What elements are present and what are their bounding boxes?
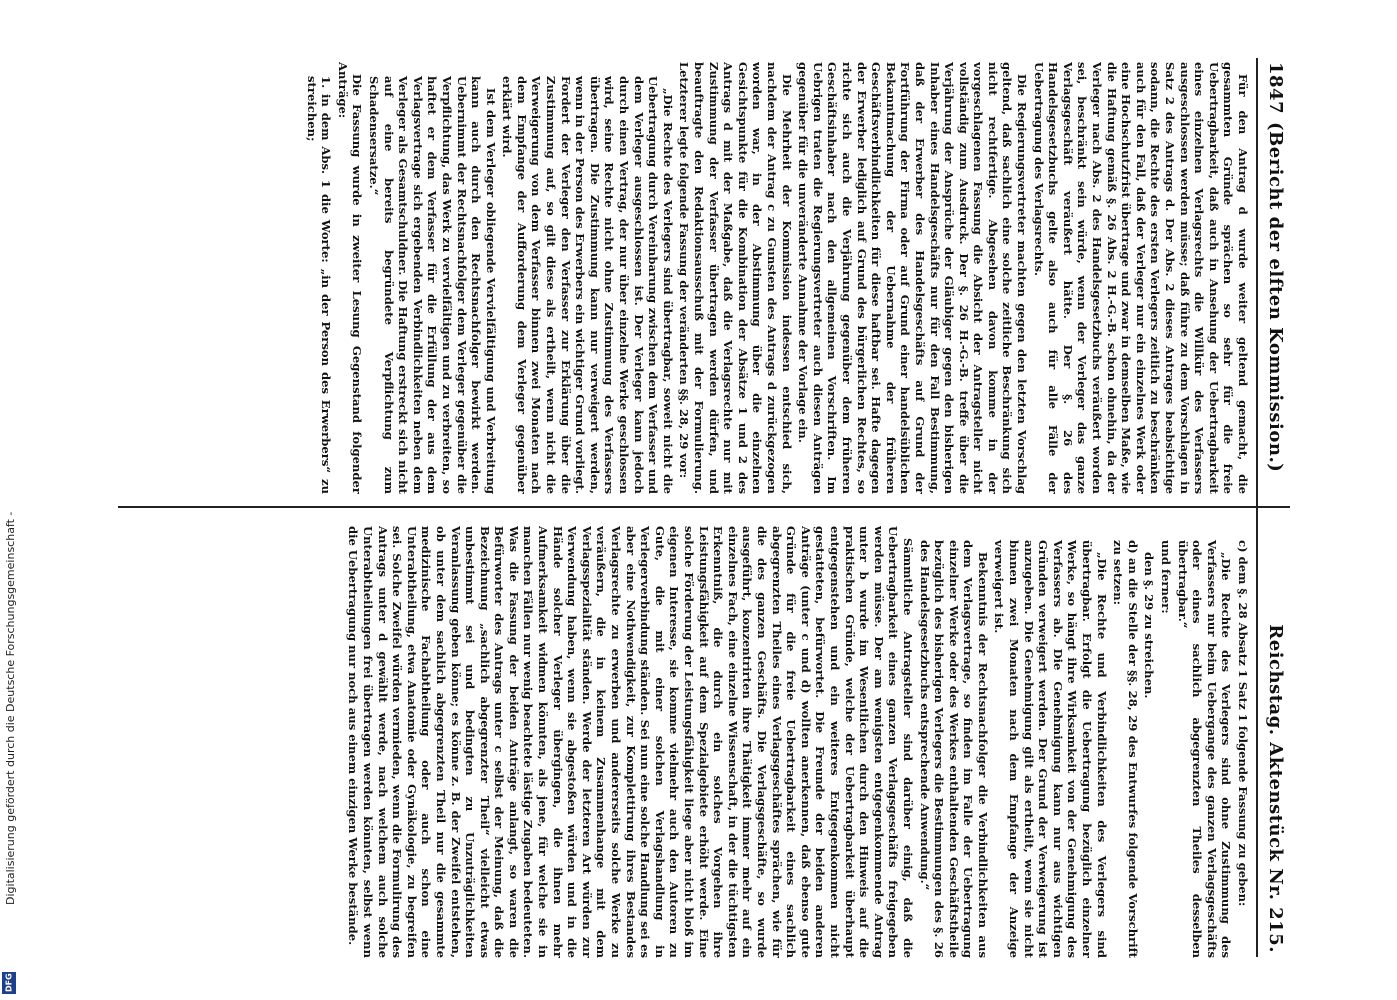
column-divider	[118, 506, 1290, 508]
header-left-title: (Bericht der elften Kommission.)	[1265, 122, 1286, 473]
header-right-title: Reichstag. Aktenstück Nr. 215.	[1265, 624, 1286, 953]
paragraph: Sämmtliche Antragsteller sind darüber einig, daß die Uebertragbarkeit eines ganzen Verlagsgeschäfts freigegeben werden müsse. Der am wenigsten entgegenkommende Antrag unter b wurde im Wesentlichen durch den Hinweis auf die praktischen Gründe, welche der Uebertragbarkeit überhaupt entgegenstehen und ein weiteres Entgegenkommen nicht gestatteten, befürwortet. Die Freunde der beiden anderen Anträge (unter c und d) wollten anerkennen, daß ebenso gute Gründe für die freie Uebertragbarkeit eines sachlich abgegrenzten Theiles eines Verlagsgeschäftes sprächen, wie für die des ganzen Geschäfts. Die Verlagsgeschäfte, so wurde ausgeführt, konzentrirten ihre Thätigkeit immer mehr auf ein einzelnes Fach, eine einzelne Wissenschaft, in der die tüchtigsten Erkenntniß, die durch ein solches Vorgehen ihre Leistungsfähigkeit auf dem Spezialgebiete erhöht werde. Eine solche Förderung der Leistungsfähigkeit liege aber nicht bloß im eigenen Interesse, sie komme vielmehr auch den Autoren zu Gute, die mit einer solchen Verlagshandlung in Verlegerverbindung ständen. Sei nun eine solche Handlung sei es aber eine Nothwendigkeit, zur Komplettirung ihres Bestandes Verlagsrechte zu erwerben und andererseits solche Werke zu veräußern, die in keinem Zusammenhange mit dem Verlagsspezialität ständen. Werde der letzteren Art würden zur Verwendung haben, wenn sie abgestoßen würden und in die Hände solcher Verleger übergingen, die ihnen mehr Aufmerksamkeit widmen könnten, als jene, für welche sie in manchen Fällen nur wenig beachtete lästige Zugaben bedeuteten. Was die Fassung der beiden Anträge anlangt, so waren die Befürworter des Antrags unter c selbst der Meinung, daß die Bezeichnung „sachlich abgegrenzter Theil“ vielleicht etwas unbestimmt sei und bedingten zu Unzuträglichkeiten Veranlassung geben könne; es könne z. B. der Zweifel entstehen, ob unter dem sachlich abgegrenzten Theil nur die gesammte medizinische Fachabtheilung oder auch schon eine Unterabtheilung, etwa Anatomie oder Gynäkologie, zu begreifen sei. Solche Zweifel würden vermieden, wenn die Formulirung des Antrags unter d gewählt werde, nach welchem auch solche Unterabtheilungen frei übertragen werden könnten, selbst wenn die Uebertragung nur noch aus einem einzigen Werke bestände.	[346, 526, 915, 958]
quote-paragraph: „Die Rechte und Verbindlichkeiten des Verlegers sind übertragbar. Erfolgt die Uebertragung bezüglich einzelner Werke, so hängt ihre Wirksamkeit von der Genehmigung des Verfassers ab. Die Genehmigung kann nur aus wichtigen Gründen verweigert werden. Der Grund der Verweigerung ist anzugeben. Die Genehmigung gilt als ertheilt, wenn sie nicht binnen zwei Monaten nach dem Empfange der Anzeige verweigert ist.	[992, 540, 1109, 958]
list-item: c) dem §. 28 Absatz 1 Satz 1 folgende Fassung zu geben:	[1236, 540, 1250, 907]
paragraph: Die Regierungsvertreter machten gegen den letzten Vorschlag geltend, daß sachlich eine solche zeitliche Beschränkung sich nicht rechtfertige. Abgesehen davon komme in der vorgeschlagenen Fassung die Absicht der Antragsteller nicht vollständig zum Ausdruck. Der §. 26 H.-G.-B. treffe über die Verjährung der Ansprüche der Gläubiger gegen den bisherigen Inhaber eines Handelsgeschäfts nur für den Fall Bestimmung, daß der Erwerber des Handelsgeschäfts auf Grund der Fortführung der Firma oder auf Grund einer handelsüblichen Bekanntmachung der Uebernahme der früheren Geschäftsverbindlichkeiten für diese haftbar sei. Hafte dagegen der Erwerber lediglich auf Grund des bürgerlichen Rechtes, so richte sich auch die Verjährung gegenüber dem früheren Geschäftsinhaber nach den allgemeinen Vorschriften. Im Uebrigen traten die Regierungsvertreter auch diesen Anträgen gegenüber für die unveränderte Annahme der Vorlage ein.	[796, 62, 1030, 494]
page-header	[1256, 62, 1290, 953]
dfg-logo: DFG	[2, 972, 16, 994]
quote-paragraph: „Die Rechte des Verlegers sind ohne Zustimmung des Verfassers nur beim Uebergange des ganzen Verlagsgeschäfts oder eines sachlich abgegrenzten Theiles desselben übertragbar.“	[1175, 540, 1234, 958]
right-column	[120, 526, 1250, 958]
scanned-page	[110, 40, 1298, 975]
paragraph: Die Mehrheit der Kommission indessen entschied sich, nachdem der Antrag c zu Gunsten des Antrags d zurückgezogen worden war, in der Abstimmung über die einzelnen Gesichtspunkte für die Kombination der Absätze 1 und 2 des Antrags d mit der Maßgabe, daß die Verlagsrechte nur mit Zustimmung der Verfasser übertragen werden dürfen, und beauftragte den Redaktionsausschuß mit der Formulierung. Letzterer legte folgende Fassung der veränderten §§. 28, 29 vor:	[677, 62, 794, 494]
paragraph: Die Fassung wurde in zweiter Lesung Gegenstand folgender Anträge:	[335, 62, 365, 494]
header-rule	[1256, 58, 1258, 957]
paragraph: Für den Antrag d wurde weiter geltend gemacht, die gesammten Gründe sprächen so sehr für die freie Uebertragbarkeit, daß auch in Ansehung der Uebertragbarkeit eines einzelnen Verlagsrechts die Willkür des Verfassers ausgeschlossen werden müsse; daß führe zu dem Vorschlagen in Satz 2 des Antrags d. Der Abs. 2 dieses Antrages beabsichtige sodann, die Rechte des ersten Verlegers zeitlich zu beschränken auch für den Fall, daß der Verleger nur ein einzelnes Werk oder eine Hochschutzfrist übertrage und zwar in demselben Maße, wie die Haftung gemäß §. 26 Abs. 2 H.-G.-B. schon ohnehin, da der Verleger nach Abs. 2 des Handelsgesetzbuchs veräußert worden sei, beschränkt sein würde, wenn der Verleger das ganze Verlagsgeschäft veräußert hätte. Der §. 26 des Handelsgesetzbuchs gelte also auch für alle Fälle der Uebertragung des Verlagsrechts.	[1031, 62, 1250, 494]
quote-paragraph: Bekenntnis der Rechtsnachfolger die Verbindlichkeiten aus dem Verlagsvertrage, so finden im Falle der Uebertragung einzelner Werke oder des Werkes enthaltenden Geschäftstheile bezüglich des bisherigen Verlegers die Bestimmungen des §. 26 des Handelsgesetzbuchs entsprechende Anwendung.“	[917, 540, 990, 958]
list-item: d) an die Stelle der §§. 28, 29 des Entwurfes folgende Vorschrift zu setzen:	[1111, 540, 1140, 958]
quote-paragraph: Ist dem Verleger obliegende Vervielfältigung und Verbreitung kann auch durch den Rechtsnachfolger bewirkt werden. Uebernimmt der Rechtsnachfolger dem Verleger gegenüber die Verpflichtung, das Werk zu vervielfältigen und zu verbreiten, so haftet er dem Verfasser für die Erfüllung der aus dem Verlagsvertrage sich ergebenden Verbindlichkeiten neben dem Verleger als Gesamtschuldner. Die Haftung erstreckt sich nicht auf eine bereits begründete Verpflichtung zum Schadensersatze.“	[366, 76, 498, 494]
left-column	[120, 62, 1250, 494]
list-item: 1. in dem Abs. 1 die Worte: „in der Person des Erwerbers“ zu streichen;	[304, 76, 334, 494]
digitization-note: Digitalisierung gefördert durch die Deutsche Forschungsgemeinschaft -	[4, 511, 17, 905]
page-number: 1847	[1265, 62, 1286, 115]
paragraph: und ferner:	[1159, 540, 1174, 614]
quote-paragraph: „Die Rechte des Verlegers sind übertragbar, soweit nicht die Uebertragung durch Vereinbarung zwischen dem Verfasser und dem Verleger ausgeschlossen ist. Der Verleger kann jedoch durch einen Vertrag, der nur über einzelne Werke geschlossen wird, seine Rechte nicht ohne Zustimmung des Verfassers übertragen. Die Zustimmung kann nur verweigert werden, wenn in der Person des Erwerbers ein wichtiger Grund vorliegt. Fordert der Verleger den Verfasser zur Erklärung über die Zustimmung auf, so gilt diese als ertheilt, wenn nicht die Verweigerung von dem Verfasser binnen zwei Monaten nach dem Empfange der Aufforderung dem Verleger gegenüber erklärt wird.	[500, 76, 675, 494]
paragraph: den §. 29 zu streichen.	[1142, 552, 1157, 699]
